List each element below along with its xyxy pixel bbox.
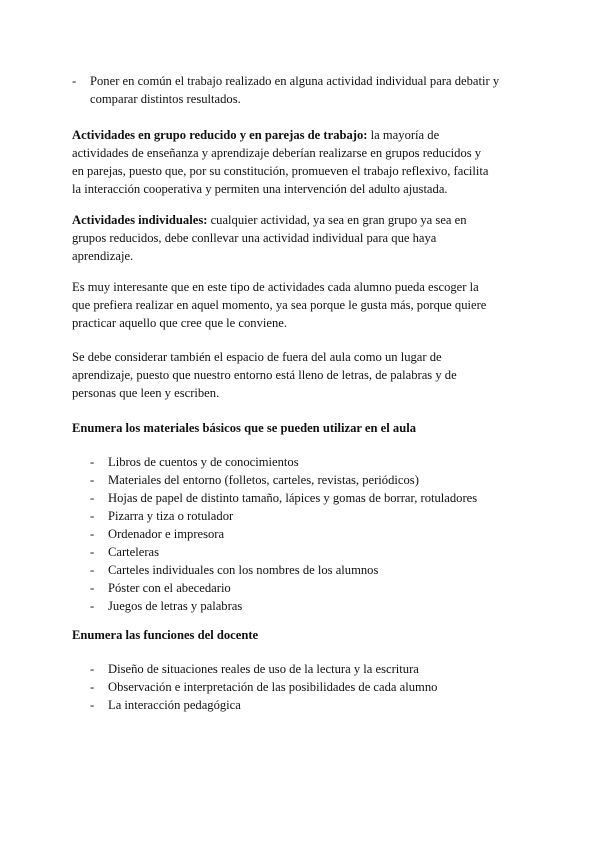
list-item — [72, 597, 502, 615]
paragraph-group-activities — [72, 126, 490, 198]
list-item — [72, 543, 502, 561]
paragraph-text: la mayoría de actividades de enseñanza y aprendizaje deberían realizarse en grupos reducidos y en parejas, puesto que, por su constitución, promueven el trabajo reflexivo, facilita la interacción cooperativa y permiten una intervención del adulto ajustada. — [72, 128, 489, 196]
list-item — [72, 453, 502, 471]
list-item — [72, 561, 502, 579]
list-item — [72, 579, 502, 597]
list-item — [72, 660, 502, 678]
paragraph-text: cualquier actividad, ya sea en gran grupo ya sea en grupos reducidos, debe conllevar una actividad individual para que haya aprendizaje. — [72, 213, 467, 263]
list-item — [72, 507, 502, 525]
dash-marker: - — [90, 545, 95, 559]
materials-list — [72, 453, 502, 615]
paragraph-individual-activities — [72, 211, 490, 265]
paragraph-bold-lead: Actividades en grupo reducido y en parejas de trabajo: — [72, 128, 368, 142]
list-item-text: Poner en común el trabajo realizado en alguna actividad individual para debatir y comparar distintos resultados. — [90, 74, 500, 106]
paragraph-choice — [72, 278, 490, 332]
dash-marker: - — [90, 581, 95, 595]
section-heading-materials: Enumera los materiales básicos que se pueden utilizar en el aula — [72, 421, 416, 435]
dash-marker: - — [90, 473, 95, 487]
dash-marker: - — [90, 680, 95, 694]
dash-marker: - — [72, 74, 77, 88]
dash-marker: - — [90, 509, 95, 523]
section-heading-teacher-functions: Enumera las funciones del docente — [72, 628, 259, 642]
list-item — [72, 696, 502, 714]
list-item-text: Libros de cuentos y de conocimientos — [108, 455, 299, 469]
list-item — [72, 525, 502, 543]
list-item-text: Carteleras — [108, 545, 160, 559]
list-item-text: La interacción pedagógica — [108, 698, 241, 712]
paragraph-outside-space — [72, 348, 490, 402]
dash-marker: - — [90, 563, 95, 577]
dash-marker: - — [90, 599, 95, 613]
list-item-text: Diseño de situaciones reales de uso de la lectura y la escritura — [108, 662, 419, 676]
list-item — [72, 489, 502, 507]
dash-marker: - — [90, 455, 95, 469]
teacher-functions-list — [72, 660, 502, 714]
paragraph-text: Se debe considerar también el espacio de fuera del aula como un lugar de aprendizaje, puesto que nuestro entorno está lleno de letras, de palabras y de personas que leen y escriben. — [72, 350, 457, 400]
list-item-text: Póster con el abecedario — [108, 581, 231, 595]
dash-marker: - — [90, 491, 95, 505]
list-item-text: Materiales del entorno (folletos, carteles, revistas, periódicos) — [108, 473, 419, 487]
dash-marker: - — [90, 527, 95, 541]
dash-marker: - — [90, 698, 95, 712]
list-item-text: Observación e interpretación de las posibilidades de cada alumno — [108, 680, 438, 694]
paragraph-text: Es muy interesante que en este tipo de actividades cada alumno pueda escoger la que prefiera realizar en aquel momento, ya sea porque le gusta más, porque quiere practicar aquello que cree que le conviene. — [72, 280, 487, 330]
list-item-text: Hojas de papel de distinto tamaño, lápices y gomas de borrar, rotuladores — [108, 491, 478, 505]
list-item — [72, 471, 502, 489]
list-item-text: Carteles individuales con los nombres de los alumnos — [108, 563, 379, 577]
paragraph-bold-lead: Actividades individuales: — [72, 213, 208, 227]
list-item-text: Juegos de letras y palabras — [108, 599, 243, 613]
dash-marker: - — [90, 662, 95, 676]
list-item — [72, 72, 502, 108]
intro-bullet-list — [72, 72, 502, 108]
list-item — [72, 678, 502, 696]
list-item-text: Pizarra y tiza o rotulador — [108, 509, 234, 523]
list-item-text: Ordenador e impresora — [108, 527, 225, 541]
